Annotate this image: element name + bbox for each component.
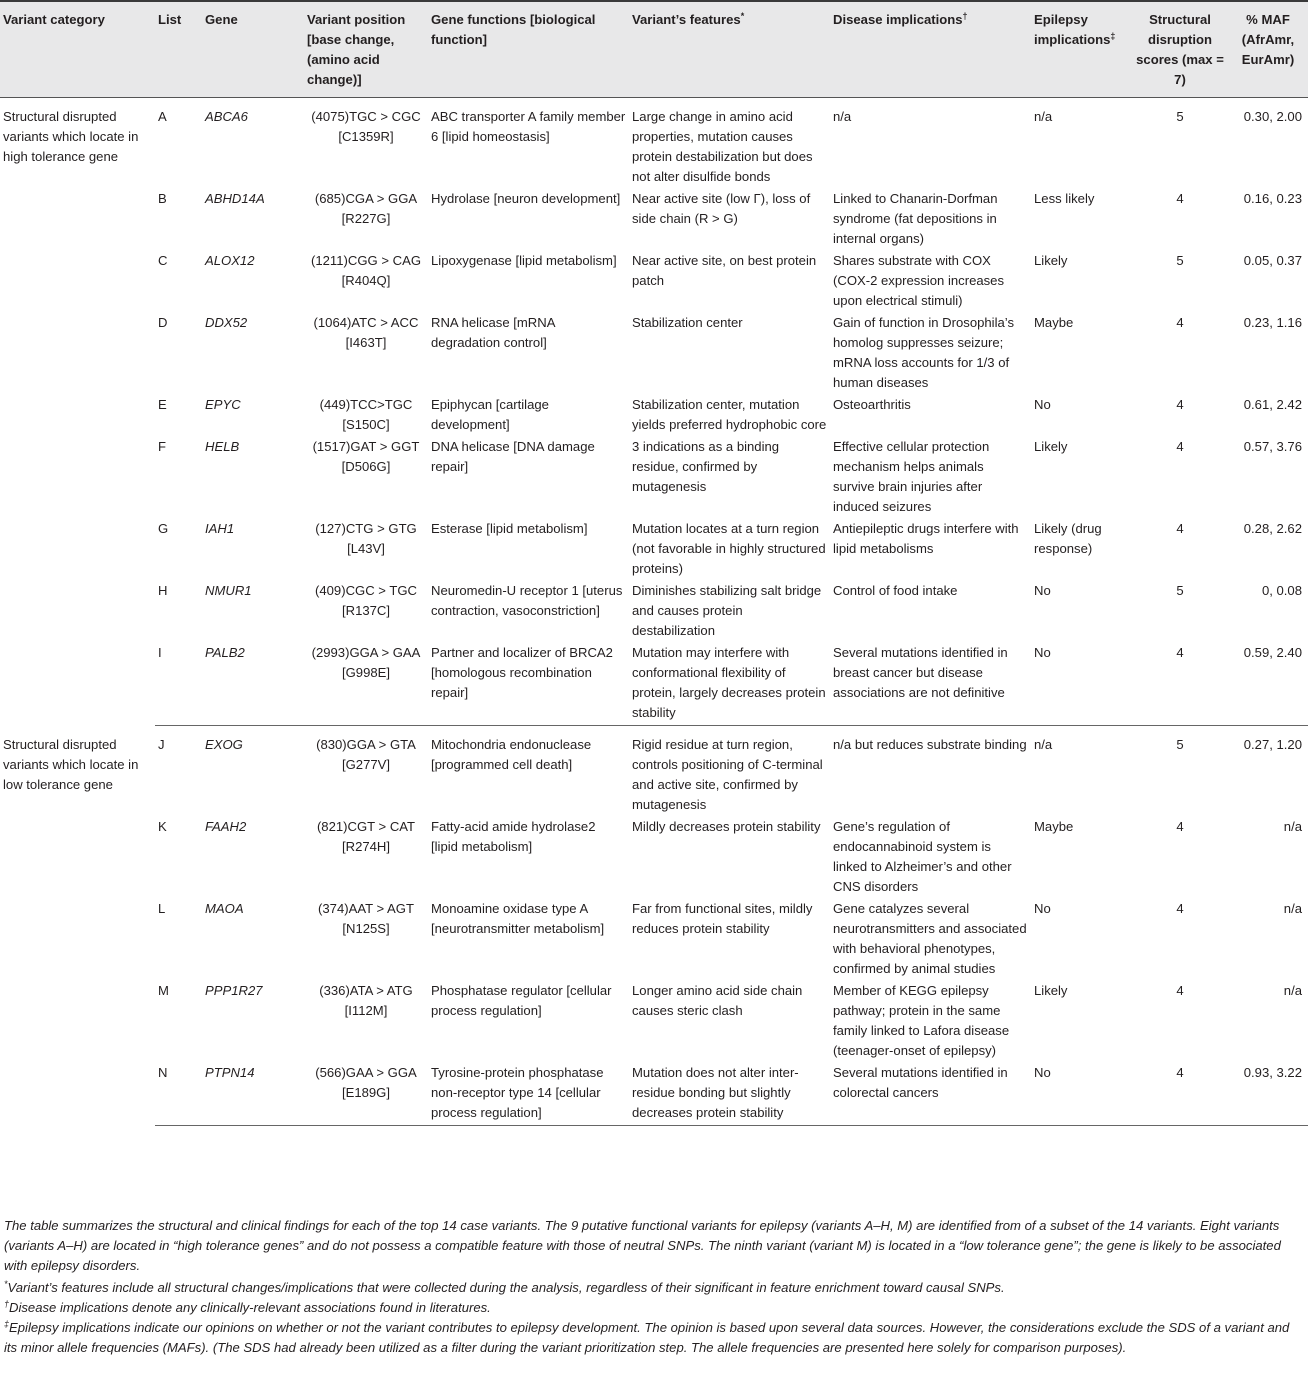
maf-cell: 0.61, 2.42 <box>1243 397 1302 412</box>
features-cell: Mutation may interfere with conformational flexibility of protein, largely decreases protein stability <box>629 643 830 726</box>
score-cell: 4 <box>1176 819 1184 834</box>
disease-cell: Several mutations identified in colorectal cancers <box>830 1063 1031 1126</box>
list-cell: B <box>158 191 167 206</box>
features-cell: Mildly decreases protein stability <box>632 819 821 834</box>
disease-cell: n/a but reduces substrate binding <box>833 737 1027 752</box>
list-cell: C <box>158 253 168 268</box>
score-cell: 4 <box>1176 983 1184 998</box>
disease-cell: Antiepileptic drugs interfere with lipid metabolisms <box>833 521 1019 556</box>
footnote-features: *Variant’s features include all structural changes/implications that were collected during the analysis, regardless of their significant in feature enrichment toward causal SNPs. <box>4 1279 1005 1295</box>
header-list: List <box>155 1 202 98</box>
score-cell: 4 <box>1176 521 1184 536</box>
list-cell: E <box>158 397 167 412</box>
function-cell: Mitochondria endonuclease [programmed cell death] <box>431 737 592 772</box>
features-cell: 3 indications as a binding residue, confirmed by mutagenesis <box>632 439 780 494</box>
disease-cell: Gain of function in Drosophila’s homolog suppresses seizure; mRNA loss accounts for 1/3 of human diseases <box>833 315 1014 390</box>
disease-cell: Osteoarthritis <box>833 397 911 412</box>
table-row <box>0 899 1308 981</box>
score-cell: 5 <box>1176 737 1184 752</box>
gene-cell: ABHD14A <box>205 191 265 206</box>
disease-cell: Member of KEGG epilepsy pathway; protein in the same family linked to Lafora disease (teenager-onset of epilepsy) <box>833 983 1010 1058</box>
gene-cell: NMUR1 <box>205 583 252 598</box>
epilepsy-cell: n/a <box>1034 737 1053 752</box>
function-cell: DNA helicase [DNA damage repair] <box>431 439 595 474</box>
maf-cell: 0, 0.08 <box>1261 583 1302 598</box>
maf-cell: 0.05, 0.37 <box>1243 253 1302 268</box>
function-cell: Epiphycan [cartilage development] <box>431 397 549 432</box>
position-cell: (1211)CGG > CAG [R404Q] <box>311 253 421 288</box>
category-cell: Structural disrupted variants which locate in low tolerance gene <box>3 736 139 792</box>
disease-cell: Several mutations identified in breast cancer but disease associations are not definitive <box>830 643 1031 726</box>
table-footnotes <box>4 1216 1304 1358</box>
gene-cell: ABCA6 <box>205 109 248 124</box>
list-cell: J <box>158 737 165 752</box>
maf-cell: 0.16, 0.23 <box>1243 191 1302 206</box>
position-cell: (1064)ATC > ACC [I463T] <box>313 315 419 350</box>
header-features: Variant’s features* <box>629 1 830 98</box>
position-cell: (409)CGC > TGC [R137C] <box>315 583 417 618</box>
gene-cell: MAOA <box>205 901 244 916</box>
score-cell: 5 <box>1176 583 1184 598</box>
score-cell: 4 <box>1176 191 1184 206</box>
table-row <box>0 395 1308 437</box>
features-cell: Far from functional sites, mildly reduces protein stability <box>632 901 813 936</box>
gene-cell: EPYC <box>205 397 241 412</box>
gene-cell: DDX52 <box>205 315 248 330</box>
epilepsy-cell: No <box>1034 901 1051 916</box>
maf-cell: 0.27, 1.20 <box>1243 737 1302 752</box>
maf-cell: 0.30, 2.00 <box>1243 109 1302 124</box>
maf-cell: 0.28, 2.62 <box>1243 521 1302 536</box>
function-cell: ABC transporter A family member 6 [lipid homeostasis] <box>431 109 626 144</box>
features-cell: Stabilization center <box>632 315 743 330</box>
table-row <box>0 817 1308 899</box>
gene-cell: PPP1R27 <box>205 983 263 998</box>
maf-cell: n/a <box>1283 819 1302 834</box>
category-cell: Structural disrupted variants which locate in high tolerance gene <box>3 109 139 164</box>
position-cell: (4075)TGC > CGC [C1359R] <box>311 109 421 144</box>
gene-cell: PTPN14 <box>202 1063 304 1126</box>
features-cell: Large change in amino acid properties, mutation causes protein destabilization but does not alter disulfide bonds <box>632 109 813 184</box>
epilepsy-cell: Likely <box>1034 983 1068 998</box>
header-maf: % MAF (AfrAmr, EurAmr) <box>1228 1 1308 98</box>
epilepsy-cell: No <box>1034 397 1051 412</box>
list-cell: H <box>158 583 168 598</box>
features-cell: Stabilization center, mutation yields preferred hydrophobic core <box>632 397 827 432</box>
position-cell: (449)TCC>TGC [S150C] <box>319 397 413 432</box>
epilepsy-cell: Maybe <box>1034 819 1074 834</box>
table-row <box>0 581 1308 643</box>
disease-cell: Control of food intake <box>833 583 958 598</box>
list-cell: N <box>155 1063 202 1126</box>
function-cell: Monoamine oxidase type A [neurotransmitter metabolism] <box>431 901 605 936</box>
gene-cell: IAH1 <box>205 521 235 536</box>
gene-cell: FAAH2 <box>205 819 247 834</box>
list-cell: A <box>158 109 167 124</box>
header-row <box>0 1 1308 98</box>
function-cell: Fatty-acid amide hydrolase2 [lipid metabolism] <box>431 819 596 854</box>
function-cell: Lipoxygenase [lipid metabolism] <box>431 253 617 268</box>
list-cell: L <box>158 901 166 916</box>
score-cell: 4 <box>1176 397 1184 412</box>
table-row <box>0 726 1308 818</box>
function-cell: Tyrosine-protein phosphatase non-receptor type 14 [cellular process regulation] <box>428 1063 629 1126</box>
position-cell: (566)GAA > GGA [E189G] <box>304 1063 428 1126</box>
position-cell: (821)CGT > CAT [R274H] <box>316 819 416 854</box>
list-cell: K <box>158 819 167 834</box>
epilepsy-cell: Maybe <box>1034 315 1074 330</box>
list-cell: D <box>158 315 168 330</box>
table-row <box>0 313 1308 395</box>
table-row <box>0 643 1308 726</box>
gene-cell: HELB <box>205 439 240 454</box>
score-cell: 4 <box>1176 315 1184 330</box>
function-cell: Neuromedin-U receptor 1 [uterus contraction, vasoconstriction] <box>431 583 623 618</box>
table-row <box>0 981 1308 1063</box>
position-cell: (830)GGA > GTA [G277V] <box>316 737 416 772</box>
table-row <box>0 98 1308 190</box>
function-cell: Phosphatase regulator [cellular process regulation] <box>431 983 612 1018</box>
score-cell: 4 <box>1176 901 1184 916</box>
score-cell: 4 <box>1176 439 1184 454</box>
maf-cell: 0.23, 1.16 <box>1243 315 1302 330</box>
list-cell: G <box>158 521 169 536</box>
maf-cell: n/a <box>1283 901 1302 916</box>
disease-cell: Gene catalyzes several neurotransmitters and associated with behavioral phenotypes, confirmed by animal studies <box>833 901 1027 976</box>
position-cell: (1517)GAT > GGT [D506G] <box>312 439 420 474</box>
score-cell: 4 <box>1132 643 1228 726</box>
function-cell: Esterase [lipid metabolism] <box>431 521 588 536</box>
position-cell: (336)ATA > ATG [I112M] <box>319 983 413 1018</box>
gene-cell: PALB2 <box>202 643 304 726</box>
disease-cell: n/a <box>833 109 852 124</box>
position-cell: (127)CTG > GTG [L43V] <box>315 521 417 556</box>
table-summary-note: The table summarizes the structural and clinical findings for each of the top 14 case variants. The 9 putative functional variants for epilepsy (variants A–H, M) are identified from of a subset of the 14 variants. Eight variants (variants A–H) are located in “high tolerance genes” and do not possess a compatible feature with those of neutral SNPs. The ninth variant (variant M) is located in a “low tolerance gene”; the gene is likely to be associated with epilepsy disorders. <box>4 1218 1281 1273</box>
header-category: Variant category <box>0 1 155 98</box>
table-body <box>0 98 1308 1126</box>
epilepsy-cell: No <box>1031 1063 1132 1126</box>
gene-cell: ALOX12 <box>205 253 255 268</box>
header-gene: Gene <box>202 1 304 98</box>
features-cell: Near active site, on best protein patch <box>632 253 817 288</box>
header-position: Variant position [base change, (amino acid change)] <box>304 1 428 98</box>
epilepsy-cell: Less likely <box>1034 191 1095 206</box>
table-row <box>0 189 1308 251</box>
header-epilepsy: Epilepsy implications‡ <box>1031 1 1132 98</box>
epilepsy-cell: Likely <box>1034 439 1068 454</box>
footnote-disease: †Disease implications denote any clinically-relevant associations found in literatures. <box>4 1299 491 1315</box>
disease-cell: Shares substrate with COX (COX-2 expression increases upon electrical stimuli) <box>833 253 1005 308</box>
table-row <box>0 251 1308 313</box>
features-cell: Diminishes stabilizing salt bridge and causes protein destabilization <box>632 583 822 638</box>
header-disease: Disease implications† <box>830 1 1031 98</box>
table-row <box>0 437 1308 519</box>
function-cell: Partner and localizer of BRCA2 [homologous recombination repair] <box>428 643 629 726</box>
features-cell: Mutation locates at a turn region (not favorable in highly structured proteins) <box>632 521 826 576</box>
gene-cell: EXOG <box>205 737 243 752</box>
epilepsy-cell: No <box>1031 643 1132 726</box>
function-cell: RNA helicase [mRNA degradation control] <box>431 315 555 350</box>
disease-cell: Gene’s regulation of endocannabinoid system is linked to Alzheimer’s and other CNS disorders <box>833 819 1012 894</box>
epilepsy-cell: Likely <box>1034 253 1068 268</box>
features-cell: Mutation does not alter inter-residue bonding but slightly decreases protein stability <box>629 1063 830 1126</box>
header-functions: Gene functions [biological function] <box>428 1 629 98</box>
table-row <box>0 519 1308 581</box>
position-cell: (2993)GGA > GAA [G998E] <box>304 643 428 726</box>
score-cell: 4 <box>1132 1063 1228 1126</box>
score-cell: 5 <box>1176 253 1184 268</box>
position-cell: (374)AAT > AGT [N125S] <box>318 901 414 936</box>
features-cell: Near active site (low Γ), loss of side chain (R > G) <box>632 191 811 226</box>
disease-cell: Effective cellular protection mechanism helps animals survive brain injuries after induced seizures <box>833 439 990 514</box>
disease-cell: Linked to Chanarin-Dorfman syndrome (fat depositions in internal organs) <box>833 191 998 246</box>
footnote-epilepsy: ‡Epilepsy implications indicate our opinions on whether or not the variant contributes to epilepsy development. The opinion is based upon several data sources. However, the considerations exclude the SDS of a variant and its minor allele frequencies (MAFs). (The SDS had already been utilized as a filter during the variant prioritization step. The allele frequencies are presented here solely for comparison purposes). <box>4 1319 1290 1355</box>
list-cell: F <box>158 439 166 454</box>
epilepsy-cell: No <box>1034 583 1051 598</box>
features-cell: Rigid residue at turn region, controls positioning of C-terminal and active site, confirmed by mutagenesis <box>632 737 823 812</box>
header-score: Structural disruption scores (max = 7) <box>1132 1 1228 98</box>
list-cell: I <box>155 643 202 726</box>
features-cell: Longer amino acid side chain causes steric clash <box>632 983 803 1018</box>
table-row <box>0 1063 1308 1126</box>
position-cell: (685)CGA > GGA [R227G] <box>314 191 418 226</box>
epilepsy-cell: n/a <box>1034 109 1053 124</box>
maf-cell: 0.59, 2.40 <box>1228 643 1308 726</box>
score-cell: 5 <box>1176 109 1184 124</box>
list-cell: M <box>158 983 169 998</box>
maf-cell: 0.93, 3.22 <box>1228 1063 1308 1126</box>
maf-cell: 0.57, 3.76 <box>1243 439 1302 454</box>
epilepsy-cell: Likely (drug response) <box>1034 521 1102 556</box>
maf-cell: n/a <box>1283 983 1302 998</box>
function-cell: Hydrolase [neuron development] <box>431 191 621 206</box>
